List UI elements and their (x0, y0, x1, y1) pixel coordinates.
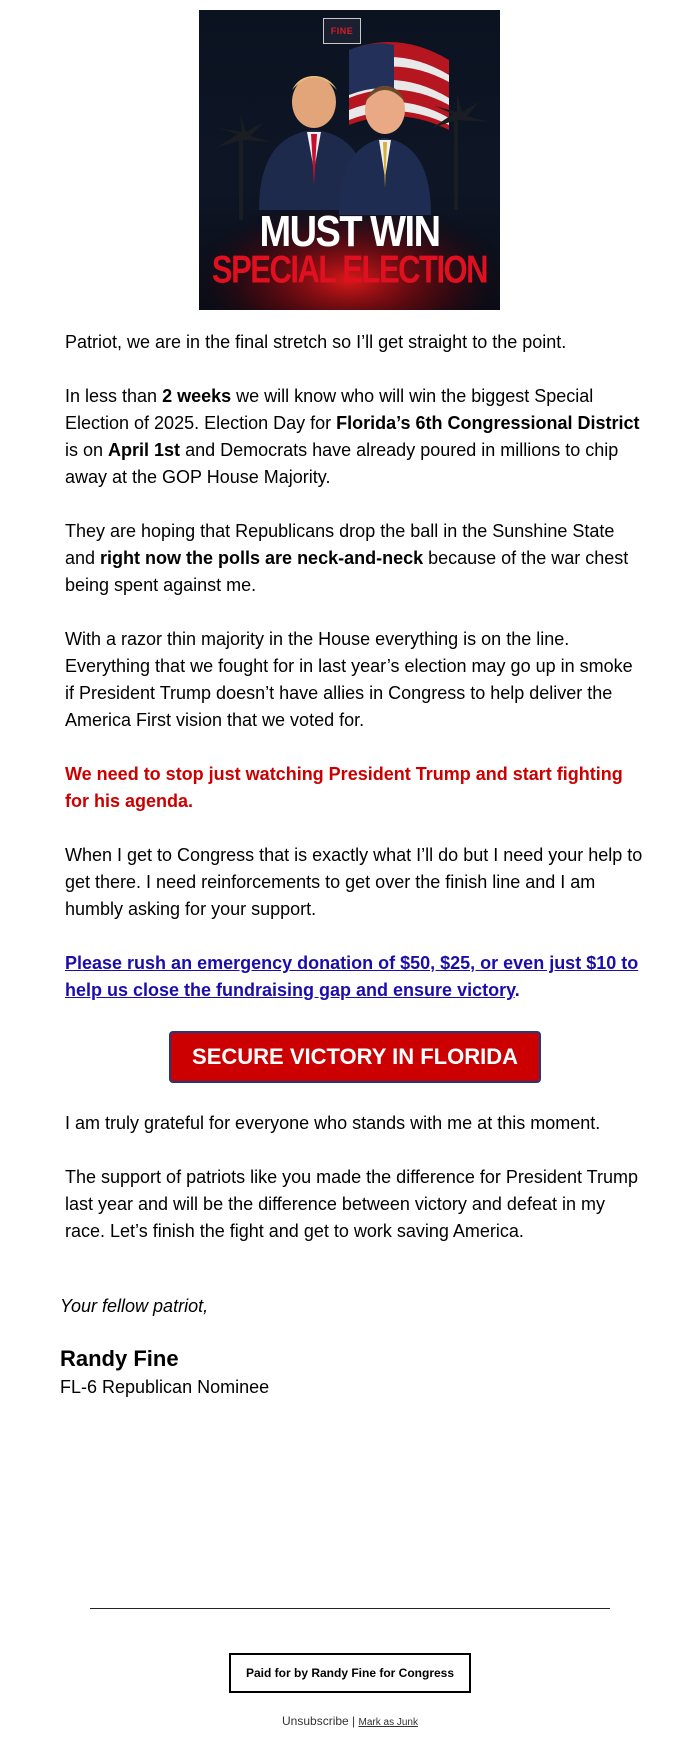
donation-link[interactable]: Please rush an emergency donation of $50, $25, or even just $10 to help us close the fundraising gap and ensure victory (65, 953, 639, 1000)
secure-victory-button[interactable]: SECURE VICTORY IN FLORIDA (169, 1031, 541, 1083)
paragraph-election: In less than 2 weeks we will know who will win the biggest Special Election of 2025. Election Day for Florida’s 6th Congressional District is on April 1st and Democrats have already poured in millions to chip away at the GOP House Majority. (65, 386, 640, 487)
paragraph-polls: They are hoping that Republicans drop the ball in the Sunshine State and right now the polls are neck-and-neck because of the war chest being spent against me. (65, 521, 629, 595)
paid-for-disclaimer: Paid for by Randy Fine for Congress (229, 1653, 471, 1693)
signature-greeting: Your fellow patriot, (60, 1296, 209, 1316)
unsubscribe-link[interactable]: Unsubscribe (282, 1714, 349, 1728)
paragraph-call-to-fight: We need to stop just watching President Trump and start fighting for his agenda. (65, 764, 623, 811)
paragraph-help: When I get to Congress that is exactly what I’ll do but I need your help to get there. I need reinforcements to get over the finish line and I am humbly asking for your support. (65, 845, 643, 919)
footer-links (0, 1714, 700, 1728)
footer-divider (90, 1608, 610, 1609)
hero-image (199, 10, 500, 310)
cta-container (65, 1031, 645, 1083)
footer-separator: | (348, 1714, 359, 1728)
campaign-logo: FINE (323, 18, 361, 44)
paragraph-donation: Please rush an emergency donation of $50, $25, or even just $10 to help us close the fundraising gap and ensure victory. (65, 953, 639, 1000)
hero-headline: MUST WIN (259, 207, 440, 257)
paragraph-intro: Patriot, we are in the final stretch so I’ll get straight to the point. (65, 332, 567, 352)
signature-name: Randy Fine (60, 1346, 179, 1371)
paragraph-majority: With a razor thin majority in the House everything is on the line. Everything that we fought for in last year’s election may go up in smoke if President Trump doesn’t have allies in Congress to help deliver the America First vision that we voted for. (65, 629, 633, 730)
signature-role: FL-6 Republican Nominee (60, 1377, 270, 1397)
paragraph-grateful: I am truly grateful for everyone who stands with me at this moment. (65, 1113, 601, 1133)
hero-subheadline: SPECIAL ELECTION (211, 247, 488, 292)
email-body (65, 329, 645, 1272)
paragraph-support: The support of patriots like you made the difference for President Trump last year and will be the difference between victory and defeat in my race. Let’s finish the fight and get to work saving America. (65, 1167, 638, 1241)
mark-as-junk-link[interactable]: Mark as Junk (358, 1717, 418, 1728)
